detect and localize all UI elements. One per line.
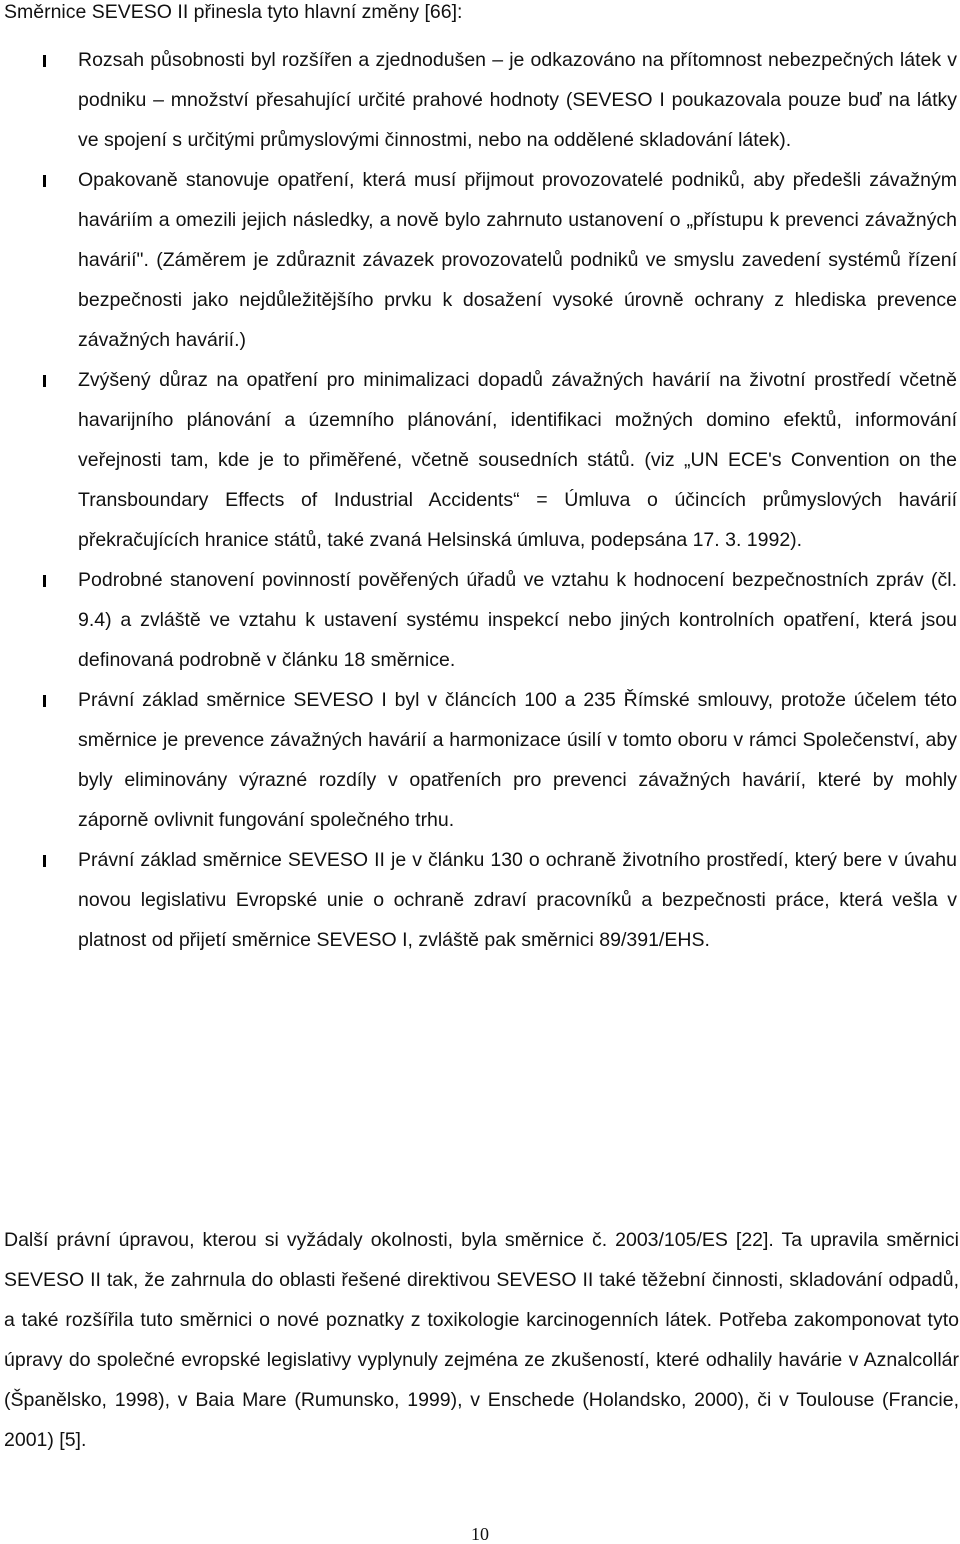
list-item-text: Podrobné stanovení povinností pověřených úřadů ve vztahu k hodnocení bezpečnostních zpráv (čl. 9.4) a zvláště ve vztahu k ustavení systému inspekcí nebo jiných kontrolních opatření, která jsou definovaná podrobně v článku 18 směrnice. — [78, 569, 957, 671]
list-item — [0, 560, 957, 680]
bullet-icon — [40, 175, 48, 187]
list-item — [0, 40, 957, 160]
list-item — [0, 160, 957, 360]
list-item-text: Zvýšený důraz na opatření pro minimalizaci dopadů závažných havárií na životní prostředí včetně havarijního plánování a územního plánování, identifikaci možných domino efektů, informování veřejnosti tam, kde je to přiměřené, včetně sousedních států. (viz „UN ECE's Convention on the Transboundary Effects of Industrial Accidents“ = Úmluva o účincích průmyslových havárií překračujících hranice států, také zvaná Helsinská úmluva, podepsána 17. 3. 1992). — [78, 369, 957, 551]
intro-text: Směrnice SEVESO II přinesla tyto hlavní změny [66]: — [4, 1, 463, 23]
bullet-icon — [40, 695, 48, 707]
list-item — [0, 360, 957, 560]
list-item — [0, 680, 957, 840]
list-item-text: Opakovaně stanovuje opatření, která musí přijmout provozovatelé podniků, aby předešli závažným haváriím a omezili jejich následky, a nově bylo zahrnuto ustanovení o „přístupu k prevenci závažných havárií". (Záměrem je zdůraznit závazek provozovatelů podniků ve smyslu zavedení systémů řízení bezpečnosti jako nejdůležitějšího prvku k dosažení vysoké úrovně ochrany z hlediska prevence závažných havárií.) — [78, 169, 957, 351]
bullet-icon — [40, 375, 48, 387]
changes-list — [0, 40, 960, 960]
body-paragraph: Další právní úpravou, kterou si vyžádaly okolnosti, byla směrnice č. 2003/105/ES [22]. Ta upravila směrnici SEVESO II tak, že zahrnula do oblasti řešené direktivou SEVESO II také těžební činnosti, skladování odpadů, a také rozšířila tuto směrnici o nové poznatky z toxikologie karcinogenních látek. Potřeba zakomponovat tyto úpravy do společné evropské legislativy vyplynuly zejména ze zkušeností, které odhalily havárie v Aznalcollár (Španělsko, 1998), v Baia Mare (Rumunsko, 1999), v Enschede (Holandsko, 2000), či v Toulouse (Francie, 2001) [5]. — [4, 1229, 959, 1451]
list-item — [0, 840, 957, 960]
page-number: 10 — [471, 1524, 489, 1544]
bullet-icon — [40, 855, 48, 867]
list-item-text: Rozsah působnosti byl rozšířen a zjednodušen – je odkazováno na přítomnost nebezpečných látek v podniku – množství přesahující určité prahové hodnoty (SEVESO I poukazovala pouze buď na látky ve spojení s určitými průmyslovými činnostmi, nebo na oddělené skladování látek). — [78, 49, 957, 151]
bullet-icon — [40, 575, 48, 587]
list-item-text: Právní základ směrnice SEVESO II je v článku 130 o ochraně životního prostředí, který bere v úvahu novou legislativu Evropské unie o ochraně zdraví pracovníků a bezpečnosti práce, která vešla v platnost od přijetí směrnice SEVESO I, zvláště pak směrnici 89/391/EHS. — [78, 849, 957, 951]
bullet-icon — [40, 55, 48, 67]
list-item-text: Právní základ směrnice SEVESO I byl v článcích 100 a 235 Římské smlouvy, protože účelem této směrnice je prevence závažných havárií a harmonizace úsilí v tomto oboru v rámci Společenství, aby byly eliminovány výrazné rozdíly v opatřeních pro prevenci závažných havárií, které by mohly záporně ovlivnit fungování společného trhu. — [78, 689, 957, 831]
